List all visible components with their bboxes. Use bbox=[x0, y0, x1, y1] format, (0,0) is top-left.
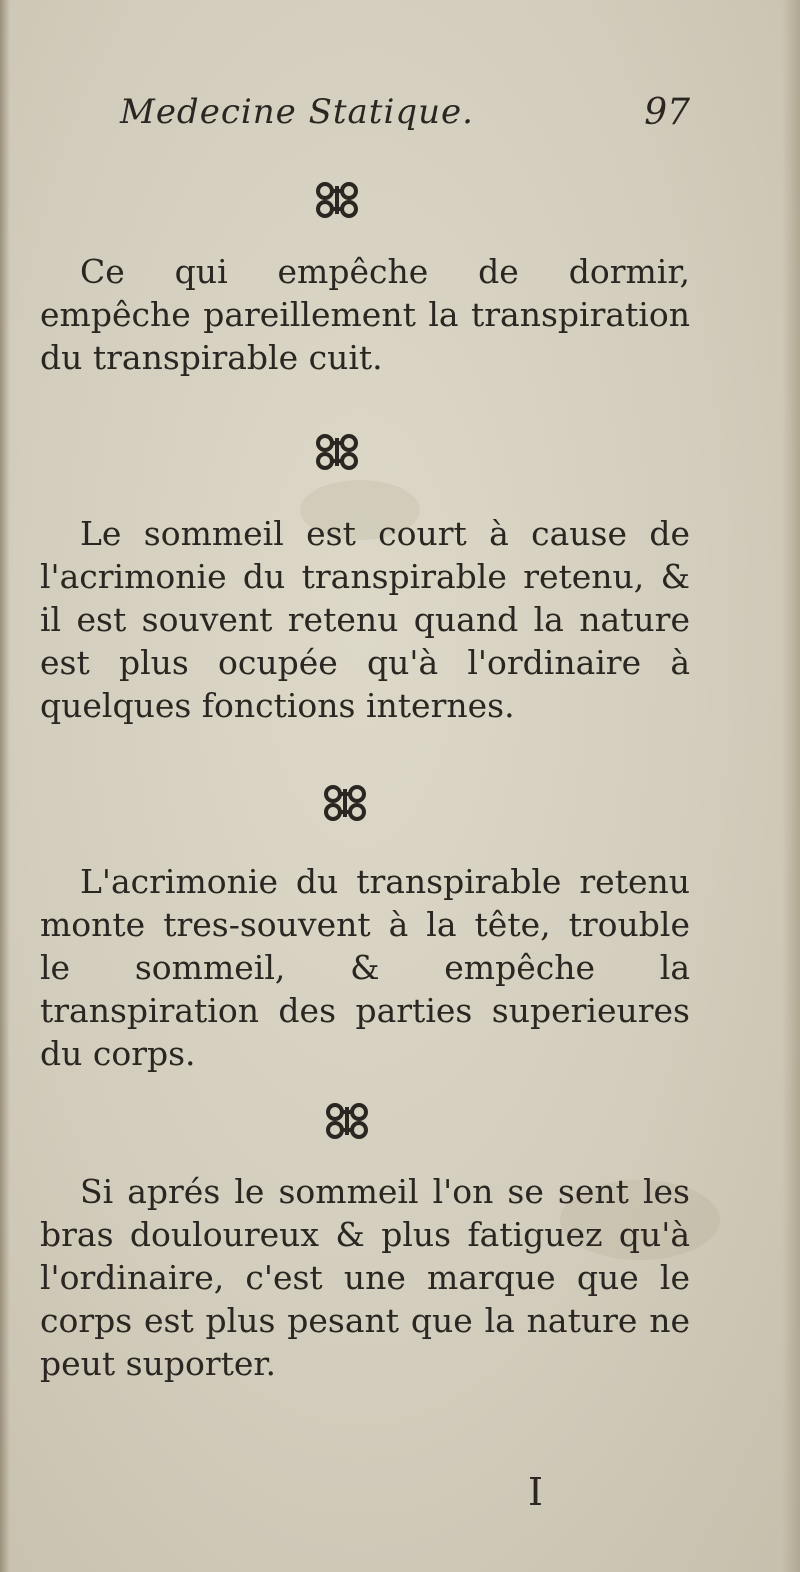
paragraph-3: L'acrimonie du transpirable retenu monte tres-souvent à la tête, trouble le sommeil, & empêche la transpiration des parties superieures du corps. bbox=[40, 862, 690, 1073]
fleuron-ornament-icon bbox=[312, 180, 362, 220]
page-gutter-shadow bbox=[0, 0, 10, 1572]
signature-mark: I bbox=[528, 1470, 544, 1514]
paragraph-2: Le sommeil est court à cause de l'acrimonie du transpirable retenu, & il est souvent retenu quand la nature est plus ocupée qu'à l'ordinaire à quelques fonctions internes. bbox=[40, 514, 690, 725]
fleuron-ornament-icon bbox=[320, 783, 370, 823]
paragraph-4: Si aprés le sommeil l'on se sent les bras douloureux & plus fatiguez qu'à l'ordinaire, c'est une marque que le corps est plus pesant que la nature ne peut suporter. bbox=[40, 1172, 690, 1383]
running-head: Medecine Statique. bbox=[120, 92, 474, 132]
page-header bbox=[120, 92, 690, 142]
fleuron-ornament-icon bbox=[312, 432, 362, 472]
paragraph-1: Ce qui empêche de dormir, empêche pareillement la transpiration du transpirable cuit. bbox=[40, 252, 690, 377]
page-number: 97 bbox=[644, 92, 690, 133]
page-edge-shadow bbox=[782, 0, 800, 1572]
fleuron-ornament-icon bbox=[322, 1101, 372, 1141]
